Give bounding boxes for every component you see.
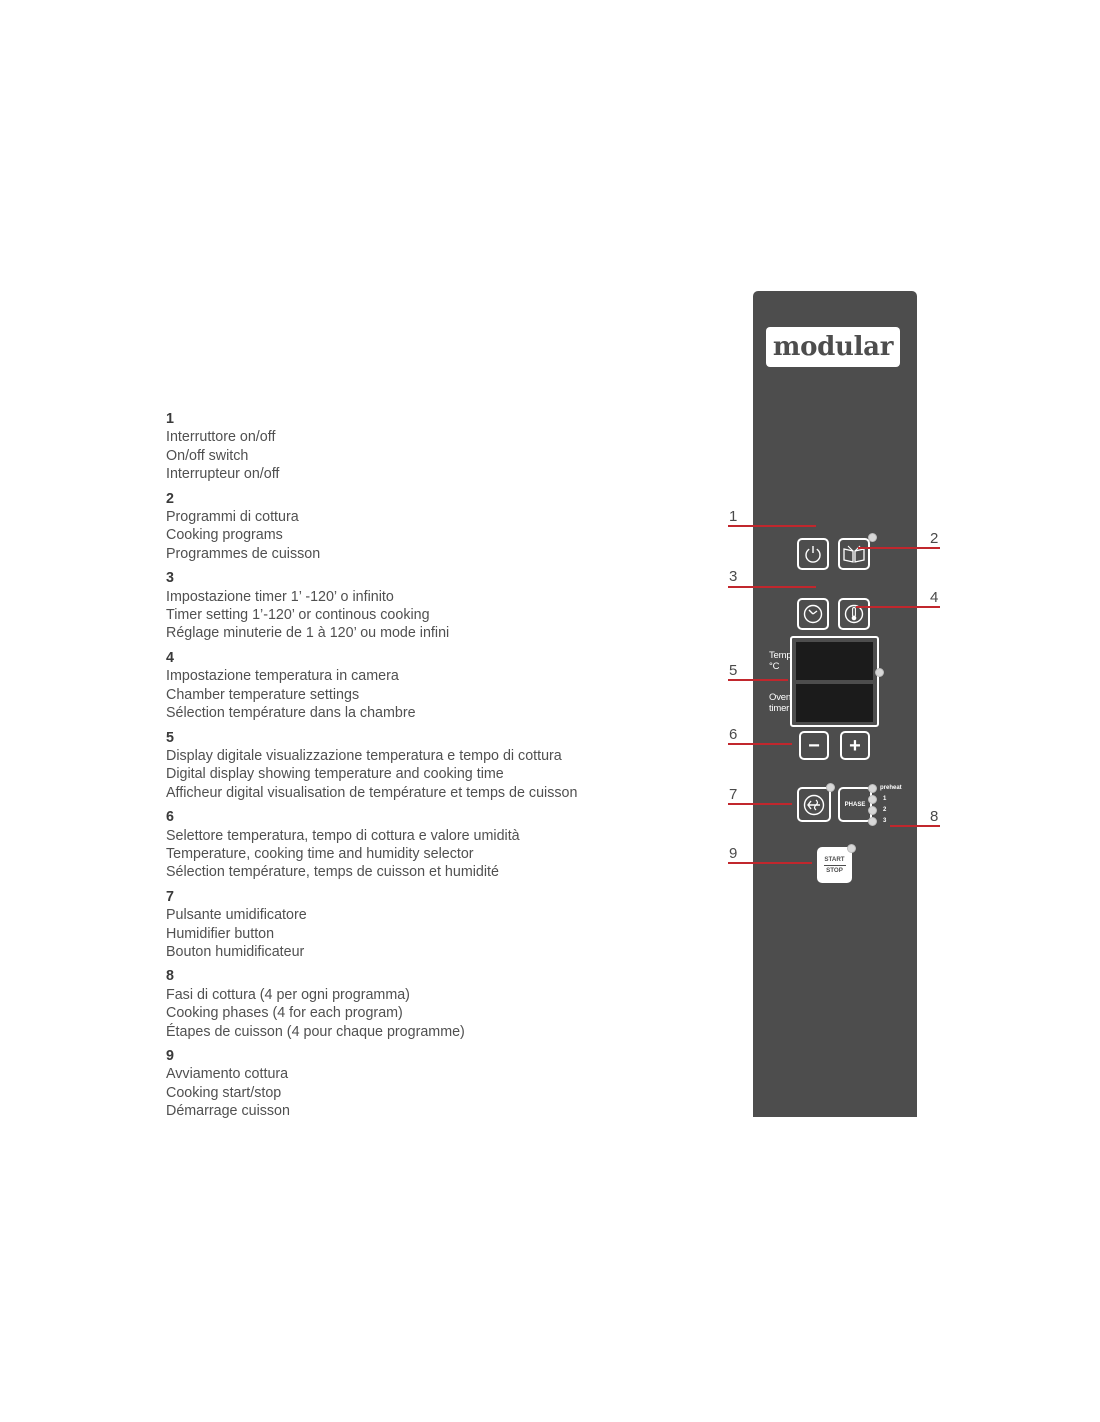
humidifier-button[interactable]: [797, 787, 831, 822]
legend-text-en: Timer setting 1’-120’ or continous cooking: [166, 607, 430, 624]
callout-line-8: [890, 825, 940, 827]
legend-text-en: Temperature, cooking time and humidity selector: [166, 845, 474, 862]
phase-led-preheat: [868, 784, 877, 793]
legend-number: 8: [166, 968, 174, 985]
legend-number: 4: [166, 649, 174, 666]
legend-item-1: [166, 410, 726, 484]
legend-text-fr: Démarrage cuisson: [166, 1103, 290, 1120]
phase-led-2: [868, 806, 877, 815]
legend-text-en: Cooking phases (4 for each program): [166, 1005, 403, 1022]
legend-text-it: Impostazione timer 1’ -120’ o infinito: [166, 588, 394, 605]
temperature-screen: [796, 642, 873, 680]
plus-icon: +: [849, 734, 861, 757]
legend-item-8: [166, 967, 726, 1041]
legend-number: 7: [166, 888, 174, 905]
legend-item-5: [166, 729, 726, 803]
legend-number: 9: [166, 1048, 174, 1064]
legend-text-en: Digital display showing temperature and cooking time: [166, 766, 504, 783]
legend-item-2: [166, 490, 726, 564]
timer-screen: [796, 684, 873, 722]
cooking-programs-button[interactable]: [838, 538, 870, 570]
legend: [166, 410, 726, 1127]
legend-item-7: [166, 888, 726, 962]
power-button[interactable]: [797, 538, 829, 570]
callout-number-8: 8: [930, 808, 939, 825]
legend-text-fr: Afficheur digital visualisation de température et temps de cuisson: [166, 784, 578, 801]
plus-button[interactable]: [840, 731, 870, 760]
minus-icon: −: [808, 734, 820, 757]
legend-number: 1: [166, 411, 174, 427]
start-label: START: [824, 855, 845, 863]
legend-text-it: Impostazione temperatura in camera: [166, 668, 399, 685]
stop-label: STOP: [826, 866, 843, 874]
temp-label: Temp °C: [769, 650, 792, 672]
legend-item-3: [166, 569, 726, 643]
legend-text-it: Pulsante umidificatore: [166, 907, 307, 924]
power-icon: [803, 544, 823, 564]
programs-led: [868, 533, 877, 542]
legend-number: 5: [166, 729, 174, 746]
legend-text-en: Chamber temperature settings: [166, 686, 360, 703]
phase-label-2: 2: [883, 807, 887, 813]
callout-number-4: 4: [930, 589, 939, 606]
oven-timer-label: Oven timer: [769, 692, 791, 714]
legend-text-fr: Réglage minuterie de 1 à 120’ ou mode infini: [166, 625, 450, 642]
callout-line-4: [856, 606, 940, 608]
minus-button[interactable]: [799, 731, 829, 760]
callout-line-3: [728, 586, 816, 588]
legend-number: 6: [166, 809, 174, 826]
callout-line-7: [728, 803, 792, 805]
legend-text-fr: Programmes de cuisson: [166, 545, 321, 562]
legend-text-it: Avviamento cottura: [166, 1066, 289, 1083]
timer-button[interactable]: [797, 598, 829, 630]
callout-line-5: [728, 679, 788, 681]
callout-line-2: [858, 547, 940, 549]
legend-text-it: Programmi di cottura: [166, 509, 299, 526]
phase-led-3: [868, 817, 877, 826]
legend-text-it: Fasi di cottura (4 per ogni programma): [166, 986, 410, 1003]
legend-text-it: Interruttore on/off: [166, 429, 276, 446]
callout-line-1: [728, 525, 816, 527]
legend-text-fr: Sélection température dans la chambre: [166, 705, 416, 722]
clock-icon: [802, 603, 824, 625]
legend-text-en: On/off switch: [166, 447, 249, 464]
start-stop-button[interactable]: [817, 847, 852, 883]
display-led: [875, 668, 884, 677]
digital-display: [790, 636, 879, 727]
humidifier-led: [826, 783, 835, 792]
legend-text-en: Cooking programs: [166, 527, 283, 544]
phase-label-preheat: preheat: [880, 785, 902, 791]
legend-text-en: Cooking start/stop: [166, 1084, 282, 1101]
phase-label-3: 3: [883, 818, 887, 824]
legend-text-it: Display digitale visualizzazione temperatura e tempo di cottura: [166, 747, 562, 764]
legend-text-fr: Bouton humidificateur: [166, 943, 305, 960]
callout-number-7: 7: [729, 786, 738, 803]
callout-number-6: 6: [729, 726, 738, 743]
callout-number-3: 3: [729, 568, 738, 585]
callout-number-9: 9: [729, 845, 738, 862]
callout-line-6: [728, 743, 792, 745]
callout-number-1: 1: [729, 508, 738, 525]
start-stop-divider: [824, 865, 846, 866]
phase-led-1: [868, 795, 877, 804]
callout-number-5: 5: [729, 662, 738, 679]
phase-label-1: 1: [883, 796, 887, 802]
legend-text-it: Selettore temperatura, tempo di cottura e valore umidità: [166, 827, 520, 844]
legend-text-fr: Sélection température, temps de cuisson et humidité: [166, 864, 499, 881]
legend-item-4: [166, 649, 726, 723]
start-stop-led: [847, 844, 856, 853]
callout-line-9: [728, 862, 812, 864]
legend-number: 3: [166, 570, 174, 587]
legend-item-9: [166, 1047, 726, 1121]
legend-text-fr: Étapes de cuisson (4 pour chaque programme): [166, 1023, 465, 1040]
phase-button[interactable]: PHASE: [838, 787, 872, 822]
legend-number: 2: [166, 490, 174, 507]
legend-item-6: [166, 808, 726, 882]
legend-text-en: Humidifier button: [166, 925, 275, 942]
legend-text-fr: Interrupteur on/off: [166, 466, 280, 483]
brand-logo: modular: [766, 327, 900, 367]
temperature-button[interactable]: [838, 598, 870, 630]
callout-number-2: 2: [930, 530, 939, 547]
humidifier-icon: [802, 793, 826, 817]
